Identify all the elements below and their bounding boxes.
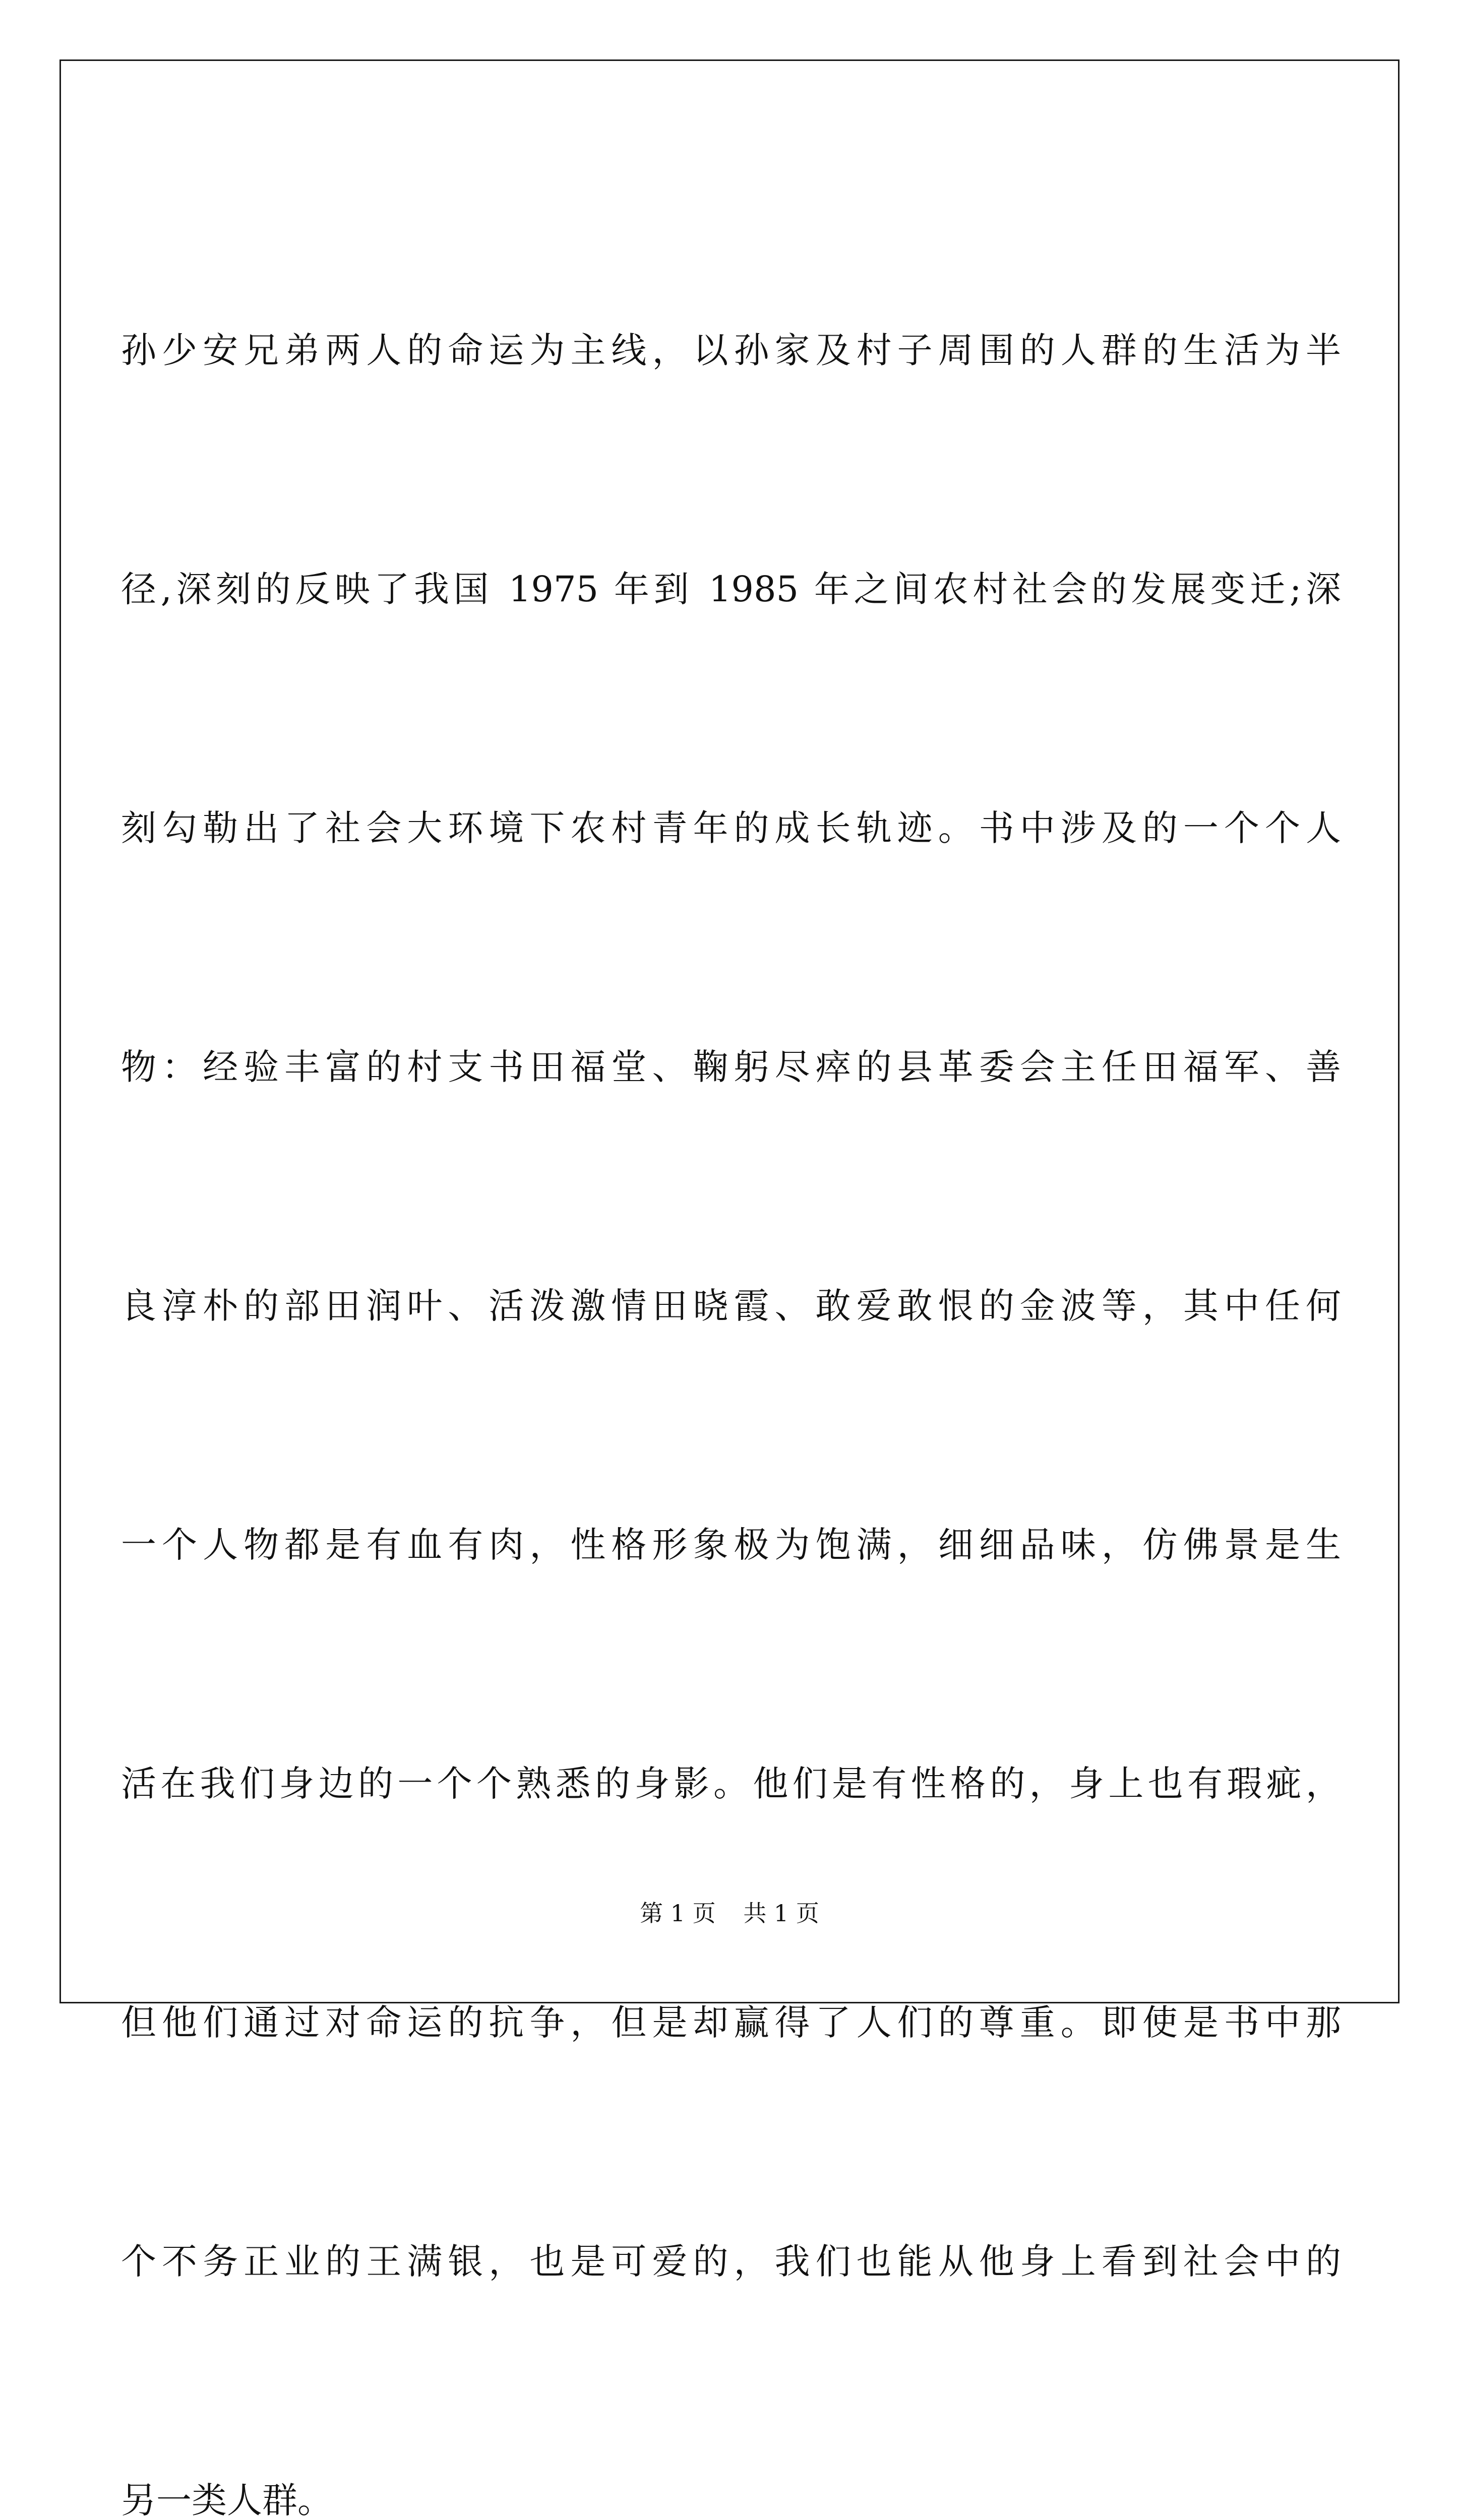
text-line: 刻勾勒出了社会大环境下农村青年的成长轨迹。书中涉及的一个个人 <box>121 807 1341 849</box>
text-line: 良淳朴的部田润叶、活泼激情田晓霞、敢爱敢恨的金波等，其中任何 <box>121 1285 1341 1327</box>
text-line: 但他们通过对命运的抗争，但是却赢得了人们的尊重。即使是书中那 <box>121 2002 1341 2043</box>
page-footer <box>0 1895 1459 1928</box>
text-line: 径,深刻的反映了我国 1975 年到 1985 年之间农村社会的发展变迁;深 <box>121 569 1341 610</box>
text-line: 另一类人群。 <box>121 2480 333 2520</box>
document-body <box>121 151 1341 2520</box>
page-total: 共 1 页 <box>743 1900 819 1927</box>
page-number: 第 1 页 <box>640 1900 716 1927</box>
text-line: 孙少安兄弟两人的命运为主线，以孙家及村子周围的人群的生活为半 <box>121 330 1341 371</box>
text-line: 物：经验丰富的村支书田福堂、鞠躬尽瘁的县革委会主任田福军、善 <box>121 1046 1341 1088</box>
text-line: 一个人物都是有血有肉，性格形象极为饱满，细细品味，仿佛景是生 <box>121 1524 1341 1565</box>
text-line: 活在我们身边的一个个熟悉的身影。他们是有性格的，身上也有瑕疵， <box>121 1763 1341 1804</box>
paragraph-1 <box>121 151 1341 2520</box>
text-line: 个不务正业的王满银，也是可爱的，我们也能从他身上看到社会中的 <box>121 2241 1341 2282</box>
